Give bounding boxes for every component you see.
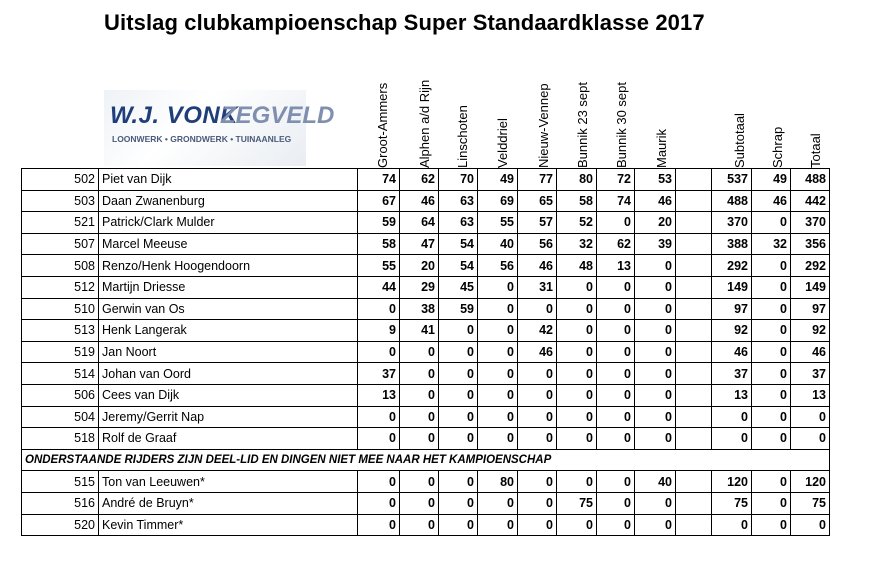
total-cell: 120: [791, 471, 830, 493]
total-cell: 442: [791, 190, 830, 212]
race-score: 0: [557, 514, 597, 536]
header-maurik: Maurik: [654, 128, 669, 168]
race-score: 56: [478, 255, 518, 277]
spacer-cell: [676, 384, 712, 406]
table-row: [22, 471, 830, 493]
logo-tagline: LOONWERK • GRONDWERK • TUINAANLEG: [112, 134, 292, 144]
rider-name: Jan Noort: [99, 341, 358, 363]
rider-name: Kevin Timmer*: [99, 514, 358, 536]
spacer-cell: [676, 471, 712, 493]
subtotal-cell: 488: [712, 190, 752, 212]
table-row: [22, 276, 830, 298]
race-score: 0: [597, 428, 635, 450]
race-score: 20: [635, 212, 676, 234]
logo-brand-secondary: ZEGVELD: [221, 102, 335, 129]
schrap-cell: 0: [752, 255, 791, 277]
race-score: 55: [358, 255, 400, 277]
race-score: 0: [358, 298, 400, 320]
race-score: 0: [439, 428, 478, 450]
rider-number: 520: [22, 514, 99, 536]
race-score: 0: [597, 212, 635, 234]
race-score: 0: [597, 341, 635, 363]
race-score: 0: [478, 363, 518, 385]
race-score: 0: [557, 298, 597, 320]
race-score: 59: [439, 298, 478, 320]
race-score: 29: [400, 276, 439, 298]
race-score: 0: [478, 276, 518, 298]
race-score: 80: [478, 471, 518, 493]
subtotal-cell: 537: [712, 169, 752, 191]
race-score: 0: [635, 492, 676, 514]
table-row: [22, 406, 830, 428]
race-score: 0: [518, 298, 557, 320]
results-table: [21, 168, 830, 536]
race-score: 54: [439, 255, 478, 277]
race-score: 0: [358, 492, 400, 514]
subtotal-cell: 0: [712, 406, 752, 428]
race-score: 44: [358, 276, 400, 298]
table-row: [22, 212, 830, 234]
note-section: [22, 449, 830, 471]
rider-number: 507: [22, 233, 99, 255]
race-score: 0: [400, 514, 439, 536]
schrap-cell: 0: [752, 471, 791, 493]
race-score: 0: [597, 406, 635, 428]
race-score: 0: [518, 492, 557, 514]
subtotal-cell: 75: [712, 492, 752, 514]
subtotal-cell: 37: [712, 363, 752, 385]
race-score: 46: [400, 190, 439, 212]
race-score: 40: [478, 233, 518, 255]
subtotal-cell: 92: [712, 320, 752, 342]
race-score: 0: [597, 384, 635, 406]
race-score: 0: [557, 320, 597, 342]
subtotal-cell: 388: [712, 233, 752, 255]
subtotal-cell: 46: [712, 341, 752, 363]
rider-name: Gerwin van Os: [99, 298, 358, 320]
table-row: [22, 384, 830, 406]
rider-name: Rolf de Graaf: [99, 428, 358, 450]
race-score: 0: [635, 406, 676, 428]
table-row: [22, 514, 830, 536]
rider-name: Jeremy/Gerrit Nap: [99, 406, 358, 428]
race-score: 74: [597, 190, 635, 212]
race-score: 0: [400, 341, 439, 363]
header-bunnik-23: Bunnik 23 sept: [575, 81, 590, 168]
table-row: [22, 169, 830, 191]
race-score: 46: [635, 190, 676, 212]
race-score: 32: [557, 233, 597, 255]
spacer-cell: [676, 428, 712, 450]
race-score: 0: [478, 320, 518, 342]
spacer-cell: [676, 233, 712, 255]
rider-name: André de Bruyn*: [99, 492, 358, 514]
rider-number: 516: [22, 492, 99, 514]
race-score: 46: [518, 255, 557, 277]
table-row: [22, 255, 830, 277]
race-score: 64: [400, 212, 439, 234]
race-score: 9: [358, 320, 400, 342]
schrap-cell: 32: [752, 233, 791, 255]
header-alphen: Alphen a/d Rijn: [417, 79, 432, 168]
total-cell: 370: [791, 212, 830, 234]
race-score: 0: [439, 384, 478, 406]
race-score: 80: [557, 169, 597, 191]
race-score: 0: [518, 471, 557, 493]
schrap-cell: 0: [752, 492, 791, 514]
race-score: 0: [439, 406, 478, 428]
rider-number: 503: [22, 190, 99, 212]
race-score: 0: [597, 471, 635, 493]
race-score: 0: [635, 255, 676, 277]
race-score: 31: [518, 276, 557, 298]
race-score: 47: [400, 233, 439, 255]
rider-number: 512: [22, 276, 99, 298]
race-score: 0: [400, 406, 439, 428]
race-score: 13: [597, 255, 635, 277]
race-score: 0: [557, 406, 597, 428]
race-score: 42: [518, 320, 557, 342]
race-score: 40: [635, 471, 676, 493]
spacer-cell: [676, 298, 712, 320]
table-row: [22, 298, 830, 320]
subtotal-cell: 97: [712, 298, 752, 320]
total-cell: 356: [791, 233, 830, 255]
rider-name: Daan Zwanenburg: [99, 190, 358, 212]
table-row: [22, 341, 830, 363]
race-score: 0: [478, 341, 518, 363]
race-score: 0: [478, 298, 518, 320]
race-score: 58: [557, 190, 597, 212]
race-score: 0: [635, 320, 676, 342]
race-score: 0: [400, 492, 439, 514]
schrap-cell: 0: [752, 514, 791, 536]
table-row: [22, 492, 830, 514]
spacer-cell: [676, 190, 712, 212]
race-score: 70: [439, 169, 478, 191]
race-score: 0: [358, 406, 400, 428]
race-score: 0: [358, 428, 400, 450]
schrap-cell: 0: [752, 341, 791, 363]
total-cell: 75: [791, 492, 830, 514]
race-score: 59: [358, 212, 400, 234]
schrap-cell: 0: [752, 276, 791, 298]
rider-number: 506: [22, 384, 99, 406]
spacer-cell: [676, 320, 712, 342]
rider-number: 515: [22, 471, 99, 493]
total-cell: 0: [791, 428, 830, 450]
total-cell: 149: [791, 276, 830, 298]
race-score: 55: [478, 212, 518, 234]
race-score: 0: [557, 341, 597, 363]
race-score: 0: [597, 363, 635, 385]
guest-rows: [22, 471, 830, 536]
table-row: [22, 428, 830, 450]
company-logo: [104, 90, 335, 166]
rider-number: 514: [22, 363, 99, 385]
schrap-cell: 0: [752, 406, 791, 428]
race-score: 0: [597, 492, 635, 514]
race-score: 0: [635, 276, 676, 298]
race-score: 57: [518, 212, 557, 234]
race-score: 48: [557, 255, 597, 277]
spacer-cell: [676, 492, 712, 514]
race-score: 46: [518, 341, 557, 363]
subtotal-cell: 0: [712, 514, 752, 536]
total-cell: 97: [791, 298, 830, 320]
race-score: 0: [358, 341, 400, 363]
page-title: Uitslag clubkampioenschap Super Standaardklasse 2017: [104, 10, 705, 35]
race-score: 63: [439, 190, 478, 212]
race-score: 45: [439, 276, 478, 298]
header-nieuw-vennep: Nieuw-Vennep: [536, 83, 551, 168]
race-score: 0: [439, 492, 478, 514]
race-score: 0: [439, 471, 478, 493]
rider-name: Renzo/Henk Hoogendoorn: [99, 255, 358, 277]
race-score: 20: [400, 255, 439, 277]
schrap-cell: 0: [752, 298, 791, 320]
race-score: 0: [439, 341, 478, 363]
spacer-cell: [676, 363, 712, 385]
schrap-cell: 0: [752, 363, 791, 385]
spacer-cell: [676, 341, 712, 363]
spacer-cell: [676, 406, 712, 428]
note-row: [22, 449, 830, 471]
race-score: 54: [439, 233, 478, 255]
schrap-cell: 49: [752, 169, 791, 191]
race-score: 13: [358, 384, 400, 406]
header-linschoten: Linschoten: [455, 105, 470, 168]
race-score: 72: [597, 169, 635, 191]
race-score: 0: [518, 514, 557, 536]
race-score: 67: [358, 190, 400, 212]
race-score: 65: [518, 190, 557, 212]
race-score: 74: [358, 169, 400, 191]
note-text: ONDERSTAANDE RIJDERS ZIJN DEEL-LID EN DINGEN NIET MEE NAAR HET KAMPIOENSCHAP: [22, 449, 830, 471]
rider-number: 508: [22, 255, 99, 277]
subtotal-cell: 292: [712, 255, 752, 277]
race-score: 53: [635, 169, 676, 191]
spacer-cell: [676, 514, 712, 536]
total-cell: 13: [791, 384, 830, 406]
header-subtotaal: Subtotaal: [732, 113, 747, 168]
race-score: 0: [597, 320, 635, 342]
race-score: 0: [400, 471, 439, 493]
rider-number: 519: [22, 341, 99, 363]
rider-number: 502: [22, 169, 99, 191]
race-score: 62: [597, 233, 635, 255]
race-score: 56: [518, 233, 557, 255]
race-score: 0: [557, 276, 597, 298]
schrap-cell: 0: [752, 428, 791, 450]
schrap-cell: 0: [752, 320, 791, 342]
race-score: 52: [557, 212, 597, 234]
race-score: 0: [478, 514, 518, 536]
race-score: 0: [635, 384, 676, 406]
race-score: 0: [400, 363, 439, 385]
header-groot-ammers: Groot-Ammers: [375, 82, 390, 168]
race-score: 0: [400, 428, 439, 450]
race-score: 0: [478, 406, 518, 428]
race-score: 0: [635, 363, 676, 385]
race-score: 0: [400, 384, 439, 406]
spacer-cell: [676, 169, 712, 191]
race-score: 0: [478, 492, 518, 514]
header-totaal: Totaal: [808, 133, 823, 168]
schrap-cell: 0: [752, 212, 791, 234]
race-score: 0: [518, 428, 557, 450]
race-score: 0: [597, 514, 635, 536]
race-score: 62: [400, 169, 439, 191]
race-score: 0: [478, 428, 518, 450]
race-score: 0: [518, 363, 557, 385]
rider-name: Johan van Oord: [99, 363, 358, 385]
race-score: 0: [597, 276, 635, 298]
race-score: 38: [400, 298, 439, 320]
race-score: 0: [635, 341, 676, 363]
race-score: 39: [635, 233, 676, 255]
subtotal-cell: 13: [712, 384, 752, 406]
total-cell: 46: [791, 341, 830, 363]
rider-name: Ton van Leeuwen*: [99, 471, 358, 493]
race-score: 77: [518, 169, 557, 191]
schrap-cell: 46: [752, 190, 791, 212]
rider-name: Patrick/Clark Mulder: [99, 212, 358, 234]
spacer-cell: [676, 255, 712, 277]
race-score: 0: [358, 471, 400, 493]
race-score: 0: [518, 384, 557, 406]
race-score: 69: [478, 190, 518, 212]
rider-name: Cees van Dijk: [99, 384, 358, 406]
subtotal-cell: 370: [712, 212, 752, 234]
race-score: 0: [597, 298, 635, 320]
subtotal-cell: 120: [712, 471, 752, 493]
race-score: 0: [635, 514, 676, 536]
total-cell: 0: [791, 406, 830, 428]
rider-number: 510: [22, 298, 99, 320]
rider-number: 521: [22, 212, 99, 234]
total-cell: 92: [791, 320, 830, 342]
rider-name: Piet van Dijk: [99, 169, 358, 191]
race-score: 0: [557, 471, 597, 493]
race-score: 0: [557, 384, 597, 406]
header-velddriel: Velddriel: [495, 118, 510, 168]
race-score: 0: [439, 363, 478, 385]
race-score: 0: [557, 428, 597, 450]
total-cell: 292: [791, 255, 830, 277]
table-row: [22, 233, 830, 255]
header-bunnik-30: Bunnik 30 sept: [614, 81, 629, 168]
rider-name: Marcel Meeuse: [99, 233, 358, 255]
race-score: 0: [478, 384, 518, 406]
rider-number: 513: [22, 320, 99, 342]
race-score: 0: [358, 514, 400, 536]
logo-brand-primary: W.J. VONK: [110, 102, 239, 129]
race-score: 0: [557, 363, 597, 385]
subtotal-cell: 149: [712, 276, 752, 298]
table-row: [22, 320, 830, 342]
total-cell: 488: [791, 169, 830, 191]
table-row: [22, 190, 830, 212]
race-score: 37: [358, 363, 400, 385]
table-row: [22, 363, 830, 385]
race-score: 49: [478, 169, 518, 191]
schrap-cell: 0: [752, 384, 791, 406]
rider-name: Martijn Driesse: [99, 276, 358, 298]
race-score: 0: [635, 428, 676, 450]
rider-number: 518: [22, 428, 99, 450]
ranking-rows: [22, 169, 830, 450]
spacer-cell: [676, 212, 712, 234]
spacer-cell: [676, 276, 712, 298]
subtotal-cell: 0: [712, 428, 752, 450]
total-cell: 0: [791, 514, 830, 536]
header-schrap: Schrap: [770, 126, 785, 168]
race-score: 0: [439, 320, 478, 342]
race-score: 0: [439, 514, 478, 536]
rider-name: Henk Langerak: [99, 320, 358, 342]
race-score: 41: [400, 320, 439, 342]
race-score: 0: [518, 406, 557, 428]
race-score: 58: [358, 233, 400, 255]
race-score: 0: [635, 298, 676, 320]
total-cell: 37: [791, 363, 830, 385]
race-score: 75: [557, 492, 597, 514]
rider-number: 504: [22, 406, 99, 428]
race-score: 63: [439, 212, 478, 234]
